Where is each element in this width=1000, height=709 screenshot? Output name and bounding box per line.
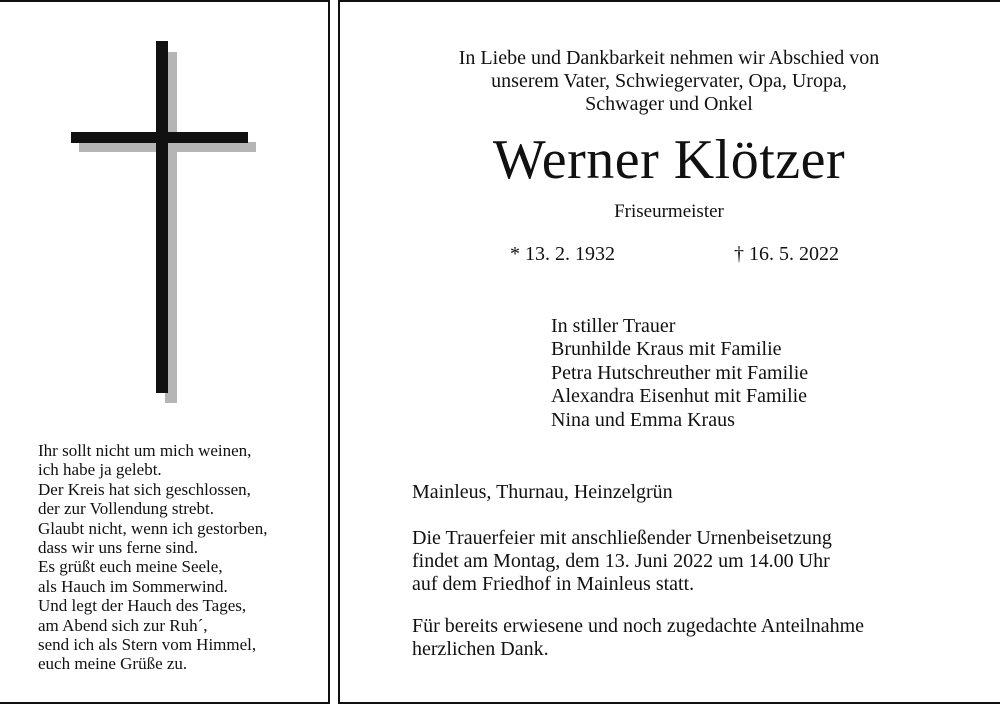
poem-line: Ihr sollt nicht um mich weinen, [38,441,252,460]
ceremony-line: auf dem Friedhof in Mainleus statt. [412,572,695,595]
intro-line: unserem Vater, Schwiegervater, Opa, Uropa, [491,70,847,92]
mourners-list [551,315,808,432]
poem [38,441,267,674]
deceased-name: Werner Klötzer [492,129,846,191]
poem-line: send ich als Stern vom Himmel, [38,635,257,655]
poem-line: euch meine Grüße zu. [38,654,188,674]
mourner-line: Petra Hutschreuther mit Familie [551,361,809,384]
poem-line: am Abend sich zur Ruh´, [38,615,208,635]
mourner-line: In stiller Trauer [551,315,676,337]
ceremony-line: findet am Montag, dem 13. Juni 2022 um 14.00 Uhr [412,549,830,572]
poem-line: Es grüßt euch meine Seele, [38,557,223,577]
intro-text [338,47,1000,116]
profession: Friseurmeister [614,201,724,222]
poem-line: dass wir uns ferne sind. [38,538,199,558]
intro-line: Schwager und Onkel [585,93,753,115]
mourner-line: Brunhilde Kraus mit Familie [551,338,782,361]
thanks-line: herzlichen Dank. [412,637,549,660]
cross-beam-horizontal [71,132,248,143]
places-line: Mainleus, Thurnau, Heinzelgrün [412,481,673,503]
thanks-line: Für bereits erwiesene und noch zugedachte Anteilnahme [412,615,865,637]
intro-line: In Liebe und Dankbarkeit nehmen wir Abschied von [458,47,880,69]
ceremony-line: Die Trauerfeier mit anschließender Urnenbeisetzung [412,527,832,549]
places [412,481,673,504]
poem-line: Glaubt nicht, wenn ich gestorben, [38,518,268,538]
death-date: † 16. 5. 2022 [734,243,839,265]
poem-line: Der Kreis hat sich geschlossen, [38,479,251,499]
mourner-line: Nina und Emma Kraus [551,408,735,431]
ceremony-info [412,527,832,595]
poem-line: ich habe ja gelebt. [38,460,162,480]
thanks-note [412,615,864,661]
poem-line: Und legt der Hauch des Tages, [38,596,247,616]
birth-date: * 13. 2. 1932 [510,243,615,265]
cross-beam-vertical [156,41,168,393]
poem-line: als Hauch im Sommerwind. [38,576,228,596]
mourner-line: Alexandra Eisenhut mit Familie [551,385,808,408]
poem-line: der zur Vollendung strebt. [38,499,214,519]
